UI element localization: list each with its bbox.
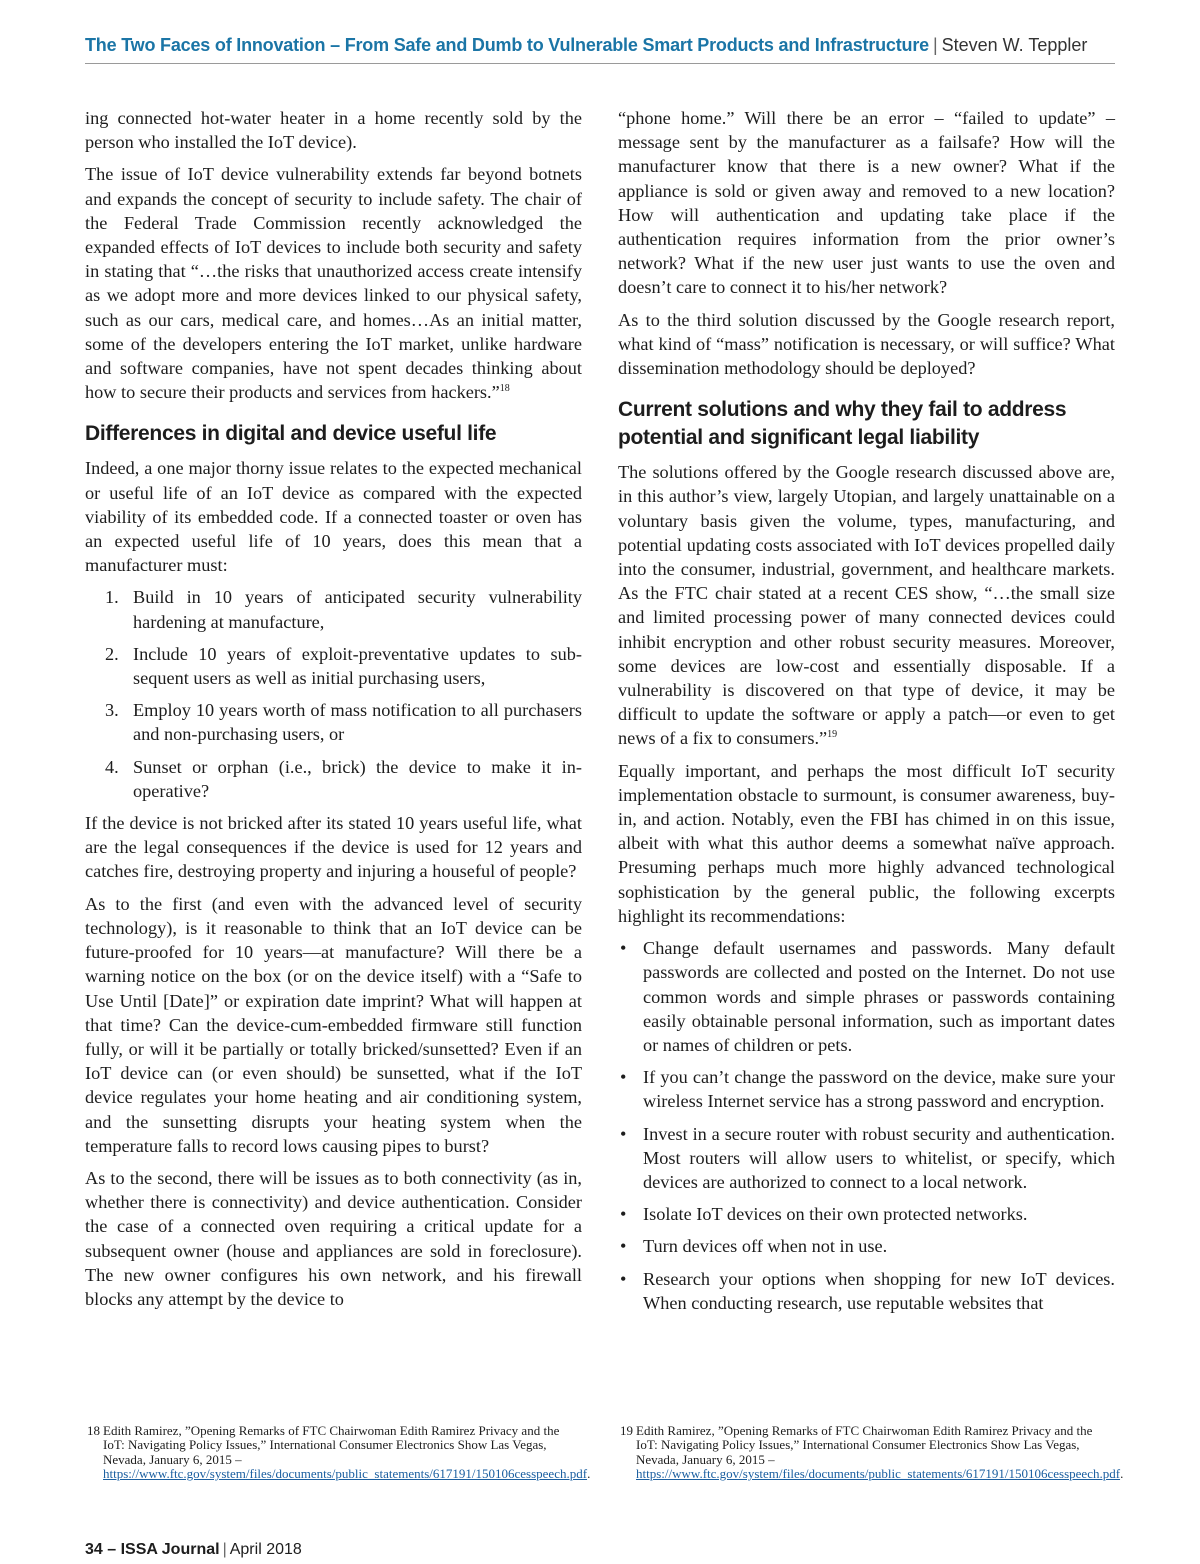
bullet-icon: •	[620, 1123, 627, 1144]
paragraph: As to the third solution discussed by the Google research report, what kind of “mass” notification is necessary, or will suffice? What dissemination methodology should be deployed?	[618, 309, 1115, 379]
footnote-text: Edith Ramirez, ”Opening Remarks of FTC Chairwoman Edith Ramirez Privacy and the IoT: Navigating Policy Issues,” International Consumer Electronics Show Las Vegas, Nevada, January 6, 2015 –	[636, 1423, 1093, 1467]
list-item	[618, 1122, 1115, 1195]
bullet-icon: •	[620, 1067, 627, 1088]
right-column	[618, 106, 1115, 1323]
footnote-ref-18: 18	[499, 383, 510, 395]
bullet-icon: •	[620, 1268, 627, 1289]
list-number: 2.	[105, 643, 119, 664]
page-footer	[85, 1541, 302, 1559]
bullet-icon: •	[620, 938, 627, 959]
header-separator: |	[932, 35, 938, 55]
list-item-text: Employ 10 years worth of mass notification to all purchasers and non-purchasing users, or	[133, 700, 582, 745]
numbered-list	[85, 585, 582, 803]
list-item	[85, 755, 582, 803]
left-column	[85, 106, 582, 1319]
list-item	[618, 936, 1115, 1057]
list-item	[618, 1234, 1115, 1258]
bullet-list	[618, 936, 1115, 1315]
footnote-end: .	[1120, 1465, 1124, 1481]
paragraph: As to the first (and even with the advanced level of security technology), is it reasonable to think that an IoT device can be future-proofed for 10 years—at manufacture? Will there be a warning notice on the box (or on the device itself) with a “Safe to Use Until [Date]” or expiration date imprint? What will happen at that time? Can the device-cum-embedded firmware still function fully, or will it be partially or totally bricked/sunsetted? Even if an IoT device can (or even should) be sunsetted, what if the IoT device regulates your home heating and air conditioning system, and the sunsetting disrupts your heating system when the temperature falls to record lows causing pipes to burst?	[85, 893, 582, 1156]
paragraph-text: The issue of IoT device vulnerability extends far beyond botnets and expands the concept of security to include safety. The chair of the Federal Trade Commission recently acknowledged the expanded effects of IoT devices to include both security and safety in stating that “…the risks that unauthorized access create intensify as we adopt more and more devices linked to our physical safety, such as our cars, medical care, and homes…As an initial matter, some of the developers entering the IoT market, unlike hardware and software companies, have not spent decades thinking about how to secure their products and services from hackers.”	[85, 164, 582, 403]
section-heading-useful-life: Differences in digital and device useful life	[85, 422, 497, 446]
footnote-link[interactable]: https://www.ftc.gov/system/files/documents/public_statements/617191/150106cesspeech.pdf	[103, 1465, 588, 1481]
list-item-text: Isolate IoT devices on their own protected networks.	[643, 1204, 1028, 1225]
footnote-link[interactable]: https://www.ftc.gov/system/files/documents/public_statements/617191/150106cesspeech.pdf	[636, 1465, 1121, 1481]
footer-separator: |	[222, 1541, 227, 1558]
list-item	[618, 1267, 1115, 1315]
paragraph: “phone home.” Will there be an error – “failed to update” – message sent by the manufacturer as a failsafe? How will the manufacturer know that there is a new owner? What if the appliance is sold or given away and removed to a new location? How will authentication and updating take place if the authentication requires information from the prior owner’s network? What if the new user just wants to use the oven and doesn’t care to connect it to his/her network?	[618, 108, 1115, 298]
paragraph	[618, 460, 1115, 750]
article-author: Steven W. Teppler	[941, 35, 1088, 55]
footnote-ref-19: 19	[827, 729, 838, 741]
footnote-body	[618, 1423, 1124, 1481]
footnote-19	[618, 1423, 1124, 1481]
bullet-icon: •	[620, 1204, 627, 1225]
list-number: 1.	[105, 587, 119, 608]
footnote-end: .	[587, 1465, 591, 1481]
footnote-18	[85, 1423, 591, 1481]
running-header	[85, 32, 1115, 58]
journal-article-title: The Two Faces of Innovation – From Safe and Dumb to Vulnerable Smart Products and Infrastructure	[85, 35, 929, 55]
list-item	[85, 698, 582, 746]
footnote-body	[85, 1423, 591, 1481]
paragraph: If the device is not bricked after its stated 10 years useful life, what are the legal consequences if the device is used for 12 years and catches fire, destroying property and injuring a houseful of people?	[85, 813, 582, 882]
list-item	[85, 642, 582, 690]
paragraph	[85, 162, 582, 404]
page-number: 34 – ISSA Journal	[85, 1541, 220, 1558]
list-item-text: Turn devices off when not in use.	[643, 1236, 888, 1257]
footnote-number: 18	[87, 1423, 100, 1438]
list-item-text: If you can’t change the password on the device, make sure your wireless Internet service has a strong password and encryption.	[643, 1067, 1115, 1112]
list-item	[618, 1202, 1115, 1226]
list-item-text: Build in 10 years of anticipated security vulnerability hardening at manufacture,	[133, 587, 582, 632]
footnote-number: 19	[620, 1423, 633, 1438]
paragraph: Indeed, a one major thorny issue relates to the expected mechanical or useful life of an IoT device as compared with the expected viability of its embedded code. If a connected toaster or oven has an expected useful life of 10 years, does this mean that a manufacturer must:	[85, 458, 582, 576]
list-number: 4.	[105, 756, 119, 777]
list-item-text: Include 10 years of exploit-preventative updates to subsequent users as well as initial purchasing users,	[133, 643, 582, 689]
footnote-text: Edith Ramirez, ”Opening Remarks of FTC Chairwoman Edith Ramirez Privacy and the IoT: Navigating Policy Issues,” International Consumer Electronics Show Las Vegas, Nevada, January 6, 2015 –	[103, 1423, 560, 1467]
list-item-text: Invest in a secure router with robust security and authentication. Most routers will allow users to whitelist, or specify, which devices are authorized to connect to a local network.	[643, 1123, 1115, 1192]
section-heading-current-solutions: Current solutions and why they fail to address potential and significant legal liability	[618, 398, 1067, 450]
list-item	[85, 585, 582, 633]
list-number: 3.	[105, 700, 119, 721]
paragraph-text: The solutions offered by the Google research discussed above are, in this author’s view, largely Utopian, and largely unattainable on a voluntary basis given the volume, types, manufacturing, and potential updating costs associated with IoT devices propelled daily into the consumer, industrial, government, and healthcare markets. As the FTC chair stated at a recent CES show, “…the small size and limited processing power of many connected devices could inhibit encryption and other robust security measures. Moreover, some devices are low-cost and essentially disposable. If a vulnerability is discovered on that type of device, it may be difficult to update the software or apply a patch—or even to get news of a fix to consumers.”	[618, 462, 1115, 749]
paragraph: As to the second, there will be issues as to both connectivity (as in, whether there is connectivity) and device authentication. Consider the case of a connected oven requiring a critical update for a subsequent owner (house and appliances are sold in foreclosure). The new owner configures his own network, and his firewall blocks any attempt by the device to	[85, 1167, 582, 1309]
list-item	[618, 1065, 1115, 1113]
header-rule	[85, 63, 1115, 64]
paragraph: Equally important, and perhaps the most difficult IoT security implementation obstacle to surmount, is consumer awareness, buy-in, and action. Notably, even the FBI has chimed in on this issue, albeit with what this author deems a somewhat naïve approach. Presuming perhaps much more highly advanced technological sophistication by the general public, the following excerpts highlight its recommendations:	[618, 760, 1115, 926]
list-item-text: Research your options when shopping for new IoT devices. When conducting research, use reputable websites that	[643, 1268, 1115, 1313]
list-item-text: Sunset or orphan (i.e., brick) the device to make it inoperative?	[133, 756, 582, 801]
list-item-text: Change default usernames and passwords. Many default passwords are collected and posted on the Internet. Do not use common words and simple phrases or passwords containing easily obtainable personal information, such as important dates or names of children or pets.	[643, 938, 1115, 1055]
issue-date: April 2018	[229, 1541, 302, 1558]
paragraph: ing connected hot-water heater in a home recently sold by the person who installed the IoT device).	[85, 108, 582, 153]
bullet-icon: •	[620, 1236, 627, 1257]
